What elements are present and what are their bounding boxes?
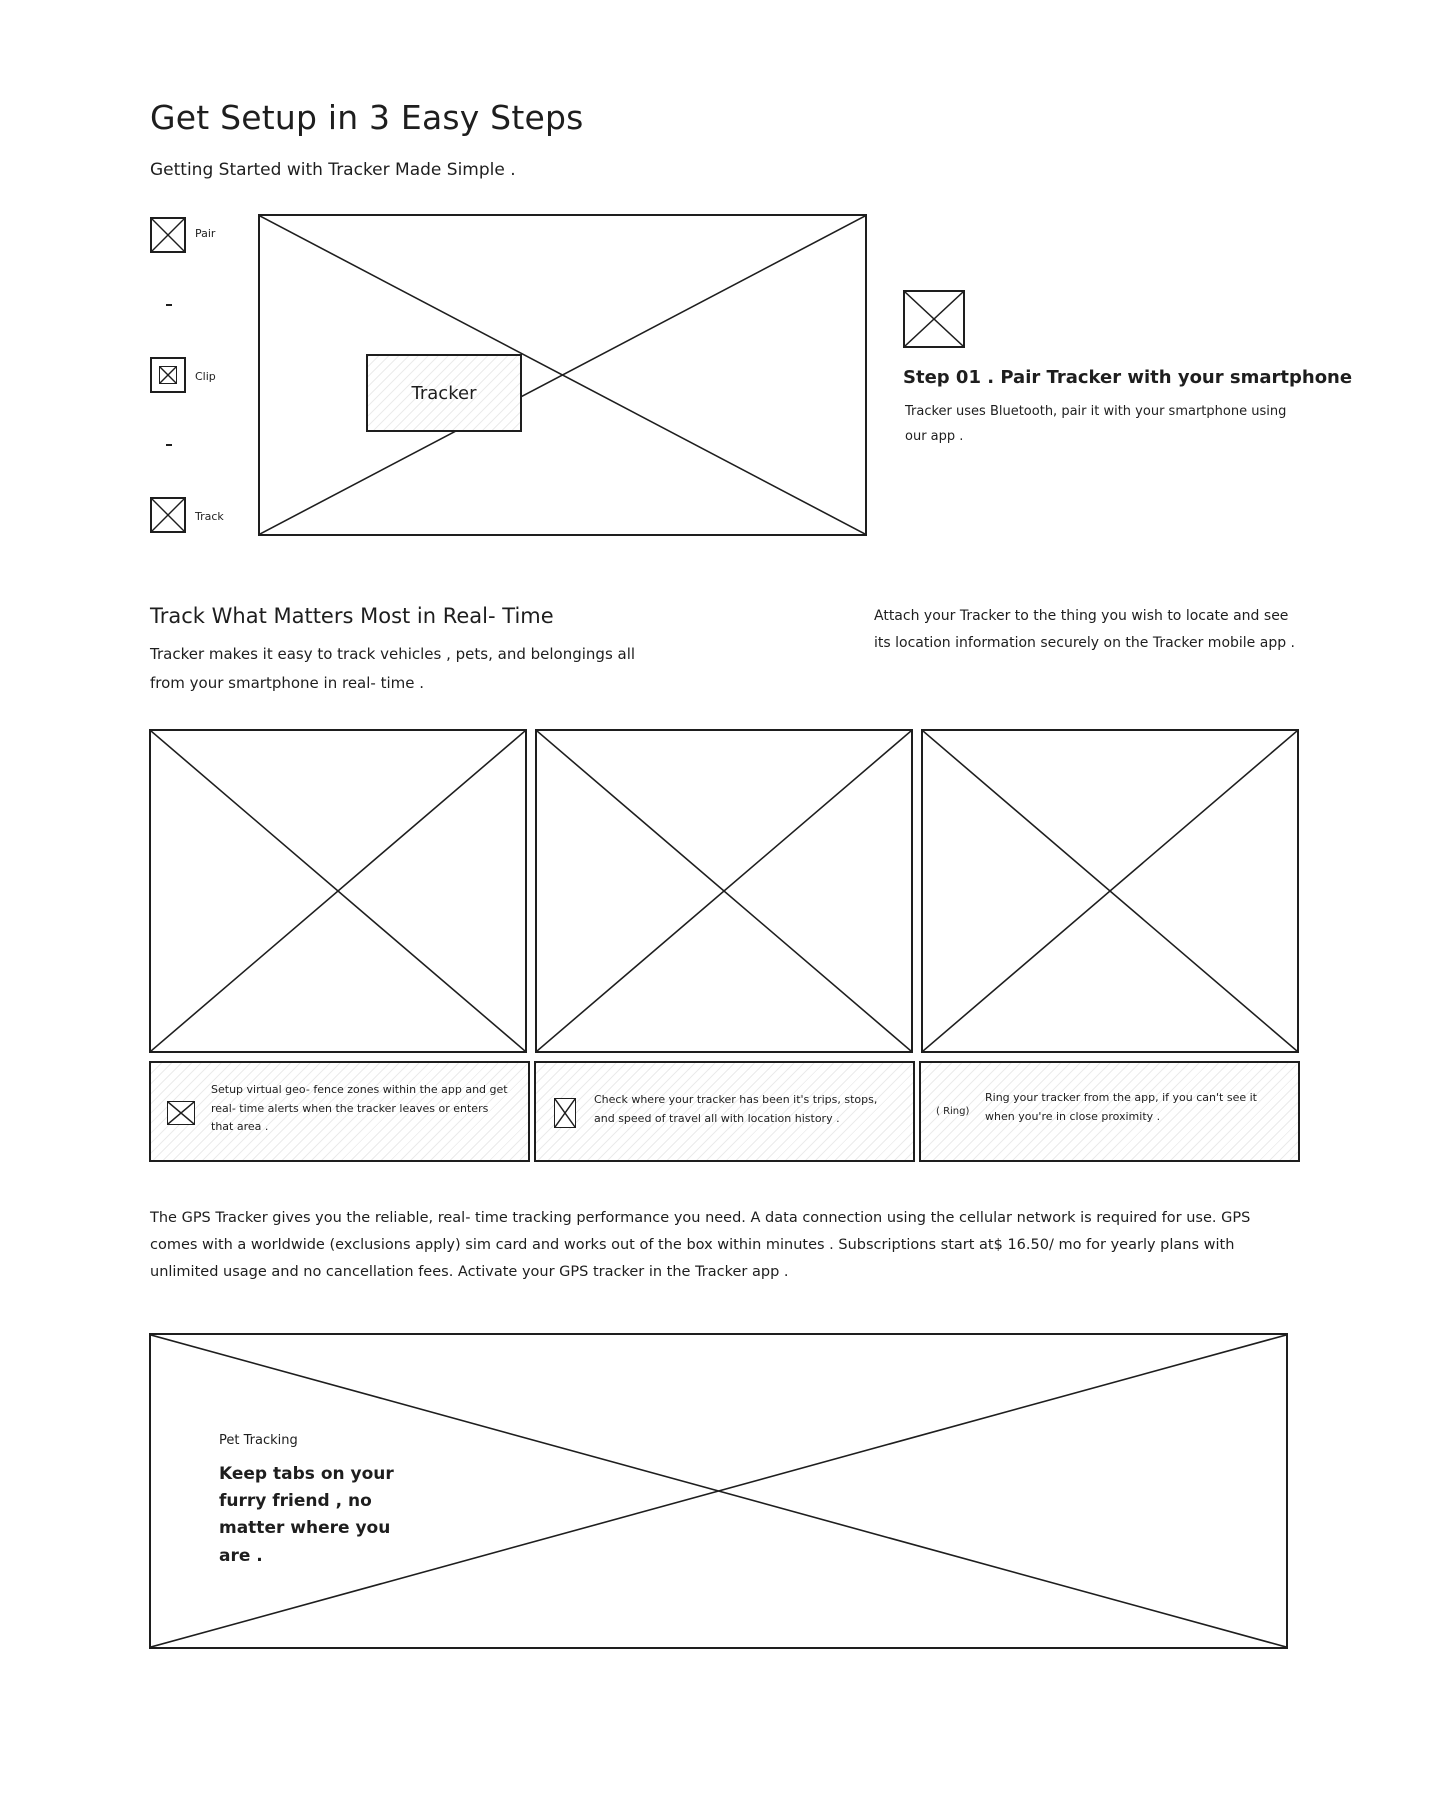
history-icon [554,1098,576,1128]
step-clip-label[interactable]: Clip [195,370,216,383]
step-divider [166,444,172,446]
pet-banner [149,1333,1288,1649]
step-pair-icon[interactable] [150,217,186,253]
tracker-device-label: Tracker [366,354,522,432]
realtime-side-note: Attach your Tracker to the thing you wish to locate and see its location information securely on the Tracker mobile app . [874,608,1295,651]
feature-text: Ring your tracker from the app, if you can't see it when you're in close proximity . [985,1091,1257,1123]
feature-text: Check where your tracker has been it's trips, stops, and speed of travel all with location history . [594,1093,878,1125]
feature-card-geofence [149,1061,530,1162]
step-clip-icon[interactable] [150,357,186,393]
step-title: Step 01 . Pair Tracker with your smartphone [903,367,1353,388]
gps-paragraph: The GPS Tracker gives you the reliable, real- time tracking performance you need. A data connection using the cellular network is required for use. GPS comes with a worldwide (exclusions apply) sim card and works out of the box within minutes . Subscriptions start at$ 16.50/ mo for yearly plans with unlimited usage and no cancellation fees. Activate your GPS tracker in the Tracker app . [150,1210,1251,1281]
feature-card-ring [919,1061,1300,1162]
feature-image-placeholder [149,729,527,1053]
ring-icon: ( Ring) [936,1106,970,1117]
step-track-label[interactable]: Track [195,510,224,523]
step-detail-icon [903,290,965,348]
feature-text: Setup virtual geo- fence zones within the app and get real- time alerts when the tracker leaves or enters that area . [211,1083,508,1134]
step-divider [166,304,172,306]
realtime-heading: Track What Matters Most in Real- Time [150,604,554,628]
realtime-description: Tracker makes it easy to track vehicles , pets, and belongings all from your smartphone in real- time . [150,645,636,693]
step-pair-label[interactable]: Pair [195,227,216,240]
page-subtitle: Getting Started with Tracker Made Simple . [150,160,516,180]
geofence-icon [167,1101,195,1125]
feature-image-placeholder [535,729,913,1053]
feature-card-history [534,1061,915,1162]
feature-image-placeholder [921,729,1299,1053]
pet-banner-eyebrow: Pet Tracking [219,1433,298,1448]
setup-image-placeholder [258,214,867,536]
step-track-icon[interactable] [150,497,186,533]
page-title: Get Setup in 3 Easy Steps [150,98,584,137]
step-description: Tracker uses Bluetooth, pair it with your smartphone using our app . [905,404,1287,444]
pet-banner-headline: Keep tabs on your furry friend , no matter where you are . [219,1464,394,1566]
